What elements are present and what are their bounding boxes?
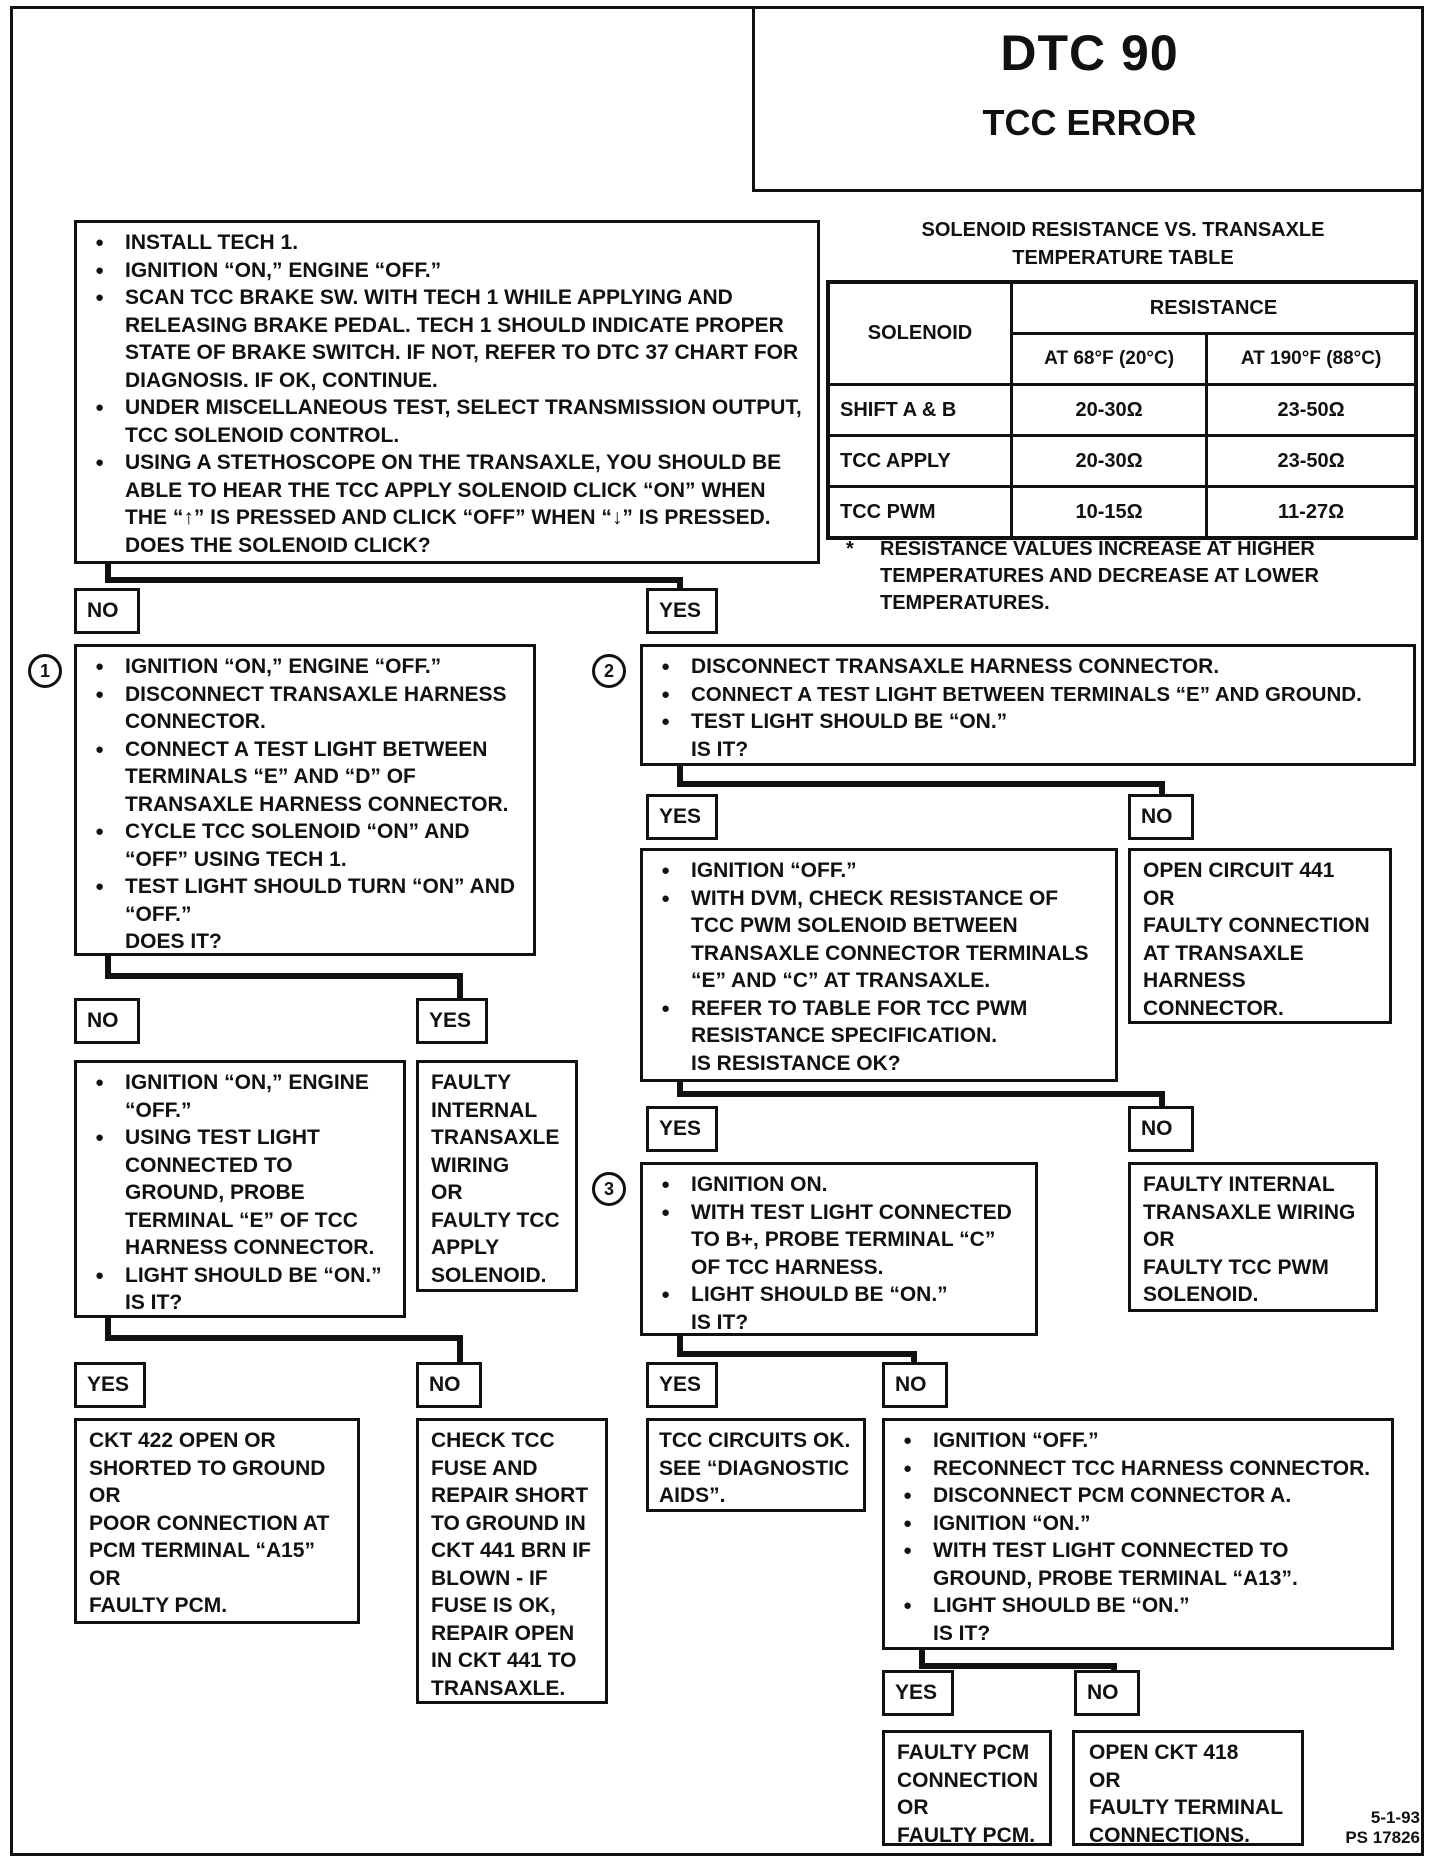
bullet: ● LIGHT SHOULD BE “ON.” xyxy=(91,1262,395,1290)
question: DOES IT? xyxy=(125,930,222,953)
yes-label: YES xyxy=(646,588,718,634)
dtc-title: DTC 90 xyxy=(1000,25,1179,81)
dtc-subtitle: TCC ERROR xyxy=(982,102,1197,143)
dvm-resistance-check-box xyxy=(640,848,1118,1082)
connector-dvm xyxy=(680,1080,1162,1112)
connector-step2 xyxy=(680,764,1162,802)
resistance-table xyxy=(826,280,1418,540)
table-row xyxy=(828,487,1416,539)
bullet: ● INSTALL TECH 1. xyxy=(91,229,809,257)
no-label: NO xyxy=(416,1362,482,1408)
bullet: ● WITH TEST LIGHT CONNECTED TO GROUND, PROBE TERMINAL “A13”. xyxy=(899,1537,1383,1592)
yes-label: YES xyxy=(74,1362,146,1408)
no-label: NO xyxy=(1074,1670,1140,1716)
col-190: AT 190°F (88°C) xyxy=(1207,334,1416,385)
bullet: ● REFER TO TABLE FOR TCC PWM RESISTANCE SPECIFICATION. xyxy=(657,995,1107,1050)
connector-start xyxy=(108,562,680,594)
ckt-422-result-box: CKT 422 OPEN OR SHORTED TO GROUND OR POOR CONNECTION AT PCM TERMINAL “A15” OR FAULTY PCM. xyxy=(74,1418,360,1624)
bullet: ● DISCONNECT TRANSAXLE HARNESS CONNECTOR. xyxy=(657,653,1405,681)
step1-box xyxy=(74,644,536,956)
bullet: ● WITH DVM, CHECK RESISTANCE OF TCC PWM SOLENOID BETWEEN TRANSAXLE CONNECTOR TERMINALS “E” AND “C” AT TRANSAXLE. xyxy=(657,885,1107,995)
question: DOES THE SOLENOID CLICK? xyxy=(125,533,431,557)
table-title xyxy=(828,216,1418,272)
connector-step3 xyxy=(680,1334,914,1364)
bullet: ● LIGHT SHOULD BE “ON.” xyxy=(899,1592,1383,1620)
bullet: ● IGNITION “OFF.” xyxy=(657,857,1107,885)
connector-step1 xyxy=(108,954,460,1000)
bullet: ● USING TEST LIGHT CONNECTED TO GROUND, PROBE TERMINAL “E” OF TCC HARNESS CONNECTOR. xyxy=(91,1124,395,1262)
no-label: NO xyxy=(74,588,140,634)
question: IS IT? xyxy=(691,1310,749,1334)
row-r190: 23-50Ω xyxy=(1207,385,1416,436)
probe-terminal-e-box xyxy=(74,1060,406,1318)
question: IS IT? xyxy=(691,737,749,761)
col-resistance: RESISTANCE xyxy=(1012,282,1417,334)
bullet: ● IGNITION “OFF.” xyxy=(899,1427,1383,1455)
yes-label: YES xyxy=(416,998,488,1044)
row-name: TCC PWM xyxy=(828,487,1012,539)
bullet: ● LIGHT SHOULD BE “ON.” xyxy=(657,1281,1027,1309)
row-r68: 20-30Ω xyxy=(1012,436,1207,487)
yes-label: YES xyxy=(646,794,718,840)
bullet: ● CYCLE TCC SOLENOID “ON” AND “OFF” USING TECH 1. xyxy=(91,818,525,873)
table-row xyxy=(828,436,1416,487)
question: IS RESISTANCE OK? xyxy=(691,1051,901,1075)
bullet: ● TEST LIGHT SHOULD BE “ON.” xyxy=(657,708,1405,736)
check-fuse-result-box: CHECK TCC FUSE AND REPAIR SHORT TO GROUND IN CKT 441 BRN IF BLOWN - IF FUSE IS OK, REPAIR OPEN IN CKT 441 TO TRANSAXLE. xyxy=(416,1418,608,1704)
pcm-connector-check-box xyxy=(882,1418,1394,1650)
table-title-line2: TEMPERATURE TABLE xyxy=(1012,247,1234,269)
footer-ps-number: PS 17826 xyxy=(1345,1828,1420,1847)
no-label: NO xyxy=(882,1362,948,1408)
bullet: ● USING A STETHOSCOPE ON THE TRANSAXLE, YOU SHOULD BE ABLE TO HEAR THE TCC APPLY SOLENOID CLICK “ON” WHEN THE “↑” IS PRESSED AND CLICK “OFF” WHEN “↓” IS PRESSED. xyxy=(91,449,809,532)
table-title-line1: SOLENOID RESISTANCE VS. TRANSAXLE xyxy=(921,219,1325,241)
row-name: SHIFT A & B xyxy=(828,385,1012,436)
open-circuit-441-box: OPEN CIRCUIT 441 OR FAULTY CONNECTION AT TRANSAXLE HARNESS CONNECTOR. xyxy=(1128,848,1392,1024)
bullet: ● CONNECT A TEST LIGHT BETWEEN TERMINALS “E” AND “D” OF TRANSAXLE HARNESS CONNECTOR. xyxy=(91,736,525,819)
row-name: TCC APPLY xyxy=(828,436,1012,487)
question: IS IT? xyxy=(933,1621,991,1645)
col-68: AT 68°F (20°C) xyxy=(1012,334,1207,385)
bullet: ● SCAN TCC BRAKE SW. WITH TECH 1 WHILE APPLYING AND RELEASING BRAKE PEDAL. TECH 1 SHOULD INDICATE PROPER STATE OF BRAKE SWITCH. IF NOT, REFER TO DTC 37 CHART FOR DIAGNOSIS. IF OK, CONTINUE. xyxy=(91,284,809,394)
bullet: ● IGNITION “ON,” ENGINE “OFF.” xyxy=(91,257,809,285)
table-note xyxy=(846,536,1440,617)
footer-date: 5-1-93 xyxy=(1370,1808,1420,1827)
bullet: ● TEST LIGHT SHOULD TURN “ON” AND “OFF.” xyxy=(91,873,525,928)
no-label: NO xyxy=(1128,794,1194,840)
yes-label: YES xyxy=(646,1362,718,1408)
no-label: NO xyxy=(74,998,140,1044)
no-label: NO xyxy=(1128,1106,1194,1152)
row-r68: 20-30Ω xyxy=(1012,385,1207,436)
step-marker-3: 3 xyxy=(592,1172,626,1206)
bullet: ● IGNITION ON. xyxy=(657,1171,1027,1199)
tcc-circuits-ok-box: TCC CIRCUITS OK. SEE “DIAGNOSTIC AIDS”. xyxy=(646,1418,866,1512)
row-r190: 23-50Ω xyxy=(1207,436,1416,487)
step-marker-1: 1 xyxy=(28,654,62,688)
row-r190: 11-27Ω xyxy=(1207,487,1416,539)
bullet: ● RECONNECT TCC HARNESS CONNECTOR. xyxy=(899,1455,1383,1483)
bullet: ● WITH TEST LIGHT CONNECTED TO B+, PROBE TERMINAL “C” OF TCC HARNESS. xyxy=(657,1199,1027,1282)
bullet: ● UNDER MISCELLANEOUS TEST, SELECT TRANSMISSION OUTPUT, TCC SOLENOID CONTROL. xyxy=(91,394,809,449)
note-asterisk: * xyxy=(846,538,854,560)
faulty-pwm-solenoid-box: FAULTY INTERNAL TRANSAXLE WIRING OR FAULTY TCC PWM SOLENOID. xyxy=(1128,1162,1378,1312)
faulty-apply-solenoid-box: FAULTY INTERNAL TRANSAXLE WIRING OR FAULTY TCC APPLY SOLENOID. xyxy=(416,1060,578,1292)
step3-box xyxy=(640,1162,1038,1336)
step-marker-2: 2 xyxy=(592,654,626,688)
yes-label: YES xyxy=(882,1670,954,1716)
faulty-pcm-result-box: FAULTY PCM CONNECTION OR FAULTY PCM. xyxy=(882,1730,1052,1846)
connector-probe-e xyxy=(108,1316,460,1362)
bullet: ● IGNITION “ON,” ENGINE “OFF.” xyxy=(91,653,525,681)
bullet: ● DISCONNECT TRANSAXLE HARNESS CONNECTOR. xyxy=(91,681,525,736)
col-solenoid: SOLENOID xyxy=(828,282,1012,385)
row-r68: 10-15Ω xyxy=(1012,487,1207,539)
bullet: ● CONNECT A TEST LIGHT BETWEEN TERMINALS “E” AND GROUND. xyxy=(657,681,1405,709)
footer-reference xyxy=(1320,1808,1420,1848)
open-ckt-418-result-box: OPEN CKT 418 OR FAULTY TERMINAL CONNECTIONS. xyxy=(1072,1730,1304,1846)
table-row xyxy=(828,385,1416,436)
question: IS IT? xyxy=(125,1291,183,1314)
yes-label: YES xyxy=(646,1106,718,1152)
step2-box xyxy=(640,644,1416,766)
bullet: ● IGNITION “ON.” xyxy=(899,1510,1383,1538)
start-instructions-box xyxy=(74,220,820,564)
bullet: ● IGNITION “ON,” ENGINE “OFF.” xyxy=(91,1069,395,1124)
note-text: RESISTANCE VALUES INCREASE AT HIGHER TEMPERATURES AND DECREASE AT LOWER TEMPERATURES. xyxy=(880,538,1319,614)
bullet: ● DISCONNECT PCM CONNECTOR A. xyxy=(899,1482,1383,1510)
